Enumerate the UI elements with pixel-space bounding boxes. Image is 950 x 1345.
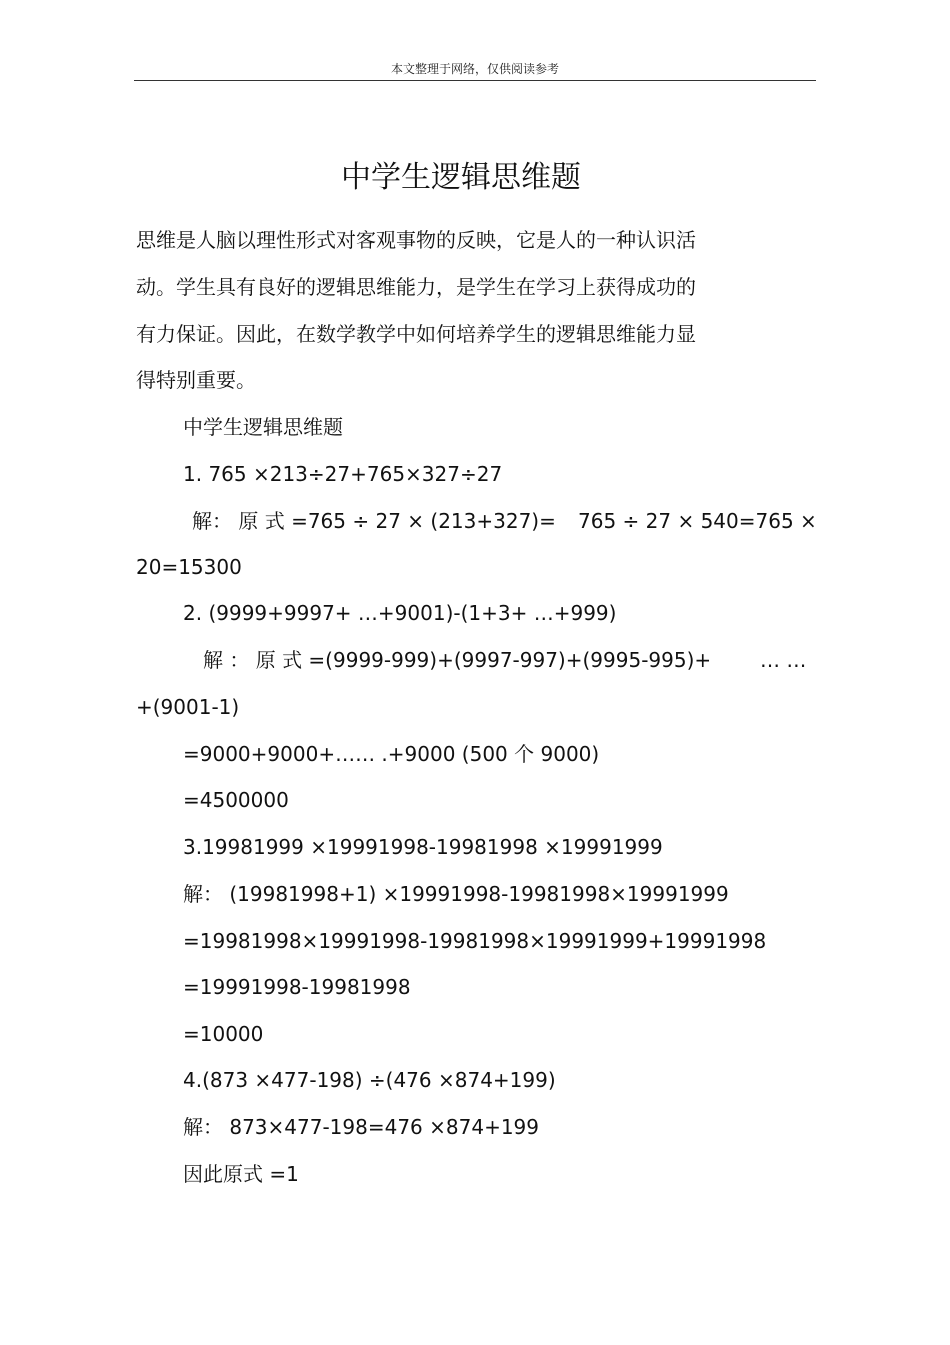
problem-3-step-3: =10000	[183, 1022, 264, 1046]
problem-3-question: 3.19981999 ×19991998-19981998 ×19991999	[183, 835, 663, 859]
problem-2-solution-part-a: 解 ： 原 式 =(9999-999)+(9997-997)+(9995-995)+	[203, 648, 712, 672]
problem-1-question: 1. 765 ×213÷27+765×327÷27	[183, 462, 503, 486]
problem-4-conclusion: 因此原式 =1	[183, 1162, 299, 1186]
problem-4-question: 4.(873 ×477-198) ÷(476 ×874+199)	[183, 1068, 556, 1092]
intro-line-3: 有力保证。因此，在数学教学中如何培养学生的逻辑思维能力显	[136, 322, 696, 346]
page-header-note: 本文整理于网络，仅供阅读参考	[390, 62, 559, 76]
problem-3-solution: 解： (19981998+1) ×19991998-19981998×19991999	[183, 882, 729, 906]
intro-line-1: 思维是人脑以理性形式对客观事物的反映，它是人的一种认识活	[136, 228, 696, 252]
problem-2-solution-part-c: +(9001-1)	[136, 695, 240, 719]
problem-2-question: 2. (9999+9997+ …+9001)-(1+3+ …+999)	[183, 601, 617, 625]
section-subtitle: 中学生逻辑思维题	[183, 415, 343, 439]
intro-line-4: 得特别重要。	[136, 368, 256, 392]
header-divider	[134, 80, 816, 81]
problem-1-solution-part-c: 20=15300	[136, 555, 242, 579]
problem-3-step-1: =19981998×19991998-19981998×19991999+19991998	[183, 929, 767, 953]
problem-2-step-2: =4500000	[183, 788, 289, 812]
intro-line-2: 动。学生具有良好的逻辑思维能力，是学生在学习上获得成功的	[136, 275, 696, 299]
problem-1-solution-part-b: 765 ÷ 27 × 540=765 ×	[578, 509, 817, 533]
problem-4-solution: 解： 873×477-198=476 ×874+199	[183, 1115, 540, 1139]
problem-2-step-1: =9000+9000+…… .+9000 (500 个 9000)	[183, 742, 600, 766]
document-title: 中学生逻辑思维题	[341, 160, 581, 195]
problem-1-solution-part-a: 解： 原 式 =765 ÷ 27 × (213+327)=	[192, 509, 556, 533]
problem-2-solution-part-b: … …	[760, 648, 807, 672]
problem-3-step-2: =19991998-19981998	[183, 975, 411, 999]
